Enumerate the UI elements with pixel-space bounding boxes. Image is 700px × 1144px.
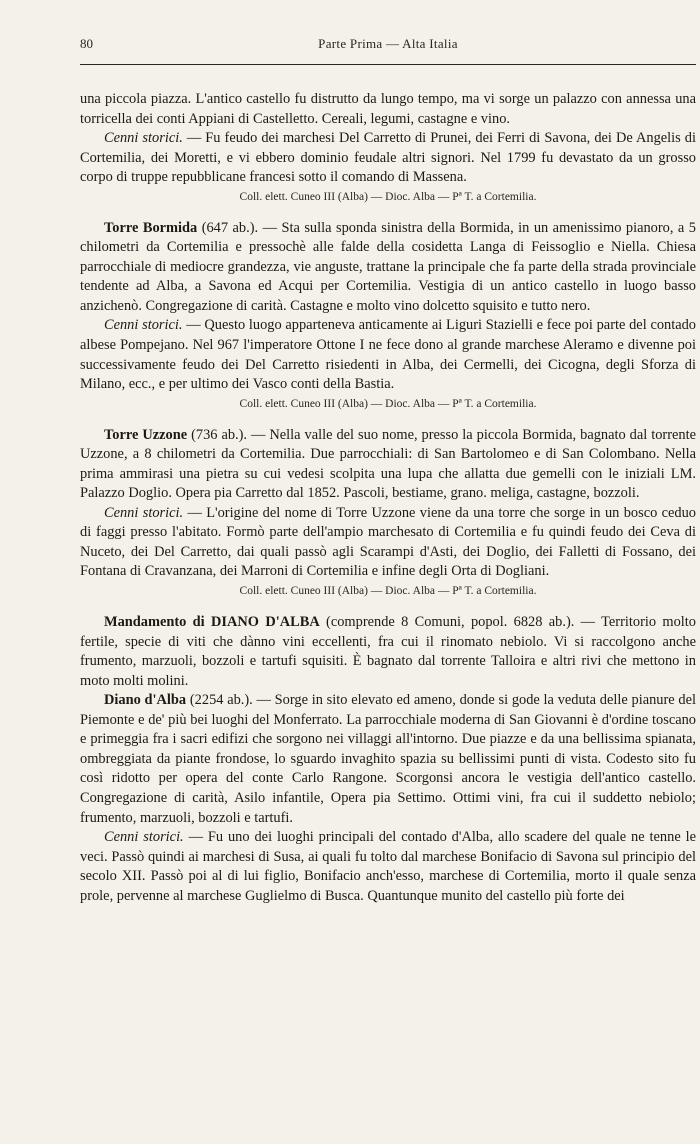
- historical-notes: [80, 129, 696, 188]
- historical-notes-text: — Fu uno dei luoghi principali del contado d'Alba, allo scadere del quale ne tenne le veci. Passò quindi ai marchesi di Susa, ai quali fu tolto dal marchese Bonifacio di Savona sul principio del secolo XII. Passò poi al di lui figlio, Bonifacio anch'esso, marchese di Cortemilia, morto il quale senza prole, pervenne al marchese Guglielmo di Busca. Quantunque munito del castello più forte dei: [80, 829, 696, 904]
- historical-notes: [80, 828, 696, 906]
- entry-continuation-text: una piccola piazza. L'antico castello fu distrutto da lungo tempo, ma vi sorge un palazzo con annessa una torricella dei conti Appiani di Castelletto. Cereali, legumi, castagne e vino.: [80, 91, 696, 127]
- historical-notes-label: Cenni storici.: [104, 504, 184, 521]
- mandamento-description: (comprende 8 Comuni, popol. 6828 ab.). — Territorio molto fertile, specie di viti che dànno vini eccellenti, fra cui il rinomato nebiolo. Vi si raccolgono anche frumento, marzuoli, bozzoli e tartufi squisiti. È bagnato dal torrente Talloira e altri rivi che mettono in moto molti molini.: [80, 614, 696, 689]
- entry-description: (2254 ab.). — Sorge in sito elevato ed ameno, donde si gode la veduta delle pianure del Piemonte e de' più bei luoghi del Monferrato. La parrocchiale moderna di San Giovanni è d'ordine toscano e primeggia fra i sacri edifizi che sorgono nei villaggi all'intorno. Due piazze e da una bellissima spianata, ombreggiata da piante frondose, lo sguardo invaghito spazia su bellissimi punti di vista. Codesto sito fu così ridotto per opera del conte Carlo Rangone. Scorgonsi ancora le vestigia dell'antico castello. Congregazione di carità, Asilo infantile, Opera pia Settimo. Ottimi vini, fra cui il suddetto nebiolo; frumento, marzuoli, bozzoli e tartufi.: [80, 692, 697, 826]
- page-header: [80, 36, 696, 56]
- entry-paragraph: [80, 691, 696, 828]
- entry-paragraph: [80, 219, 696, 317]
- electoral-info-line: Coll. elett. Cuneo III (Alba) — Dioc. Alba — Pª T. a Cortemilia.: [239, 585, 537, 598]
- electoral-info-line: Coll. elett. Cuneo III (Alba) — Dioc. Alba — Pª T. a Cortemilia.: [239, 397, 537, 410]
- entry-description: (736 ab.). — Nella valle del suo nome, presso la piccola Bormida, bagnato dal torrente Uzzone, a 8 chilometri da Cortemilia. Due parrocchiali: di San Bartolomeo e di San Colombano. Nella prima ammirasi una pietra su cui vedesi scolpita una lupa che allatta due gemelli con le iniziali LM. Palazzo Doglio. Opera pia Carretto dal 1852. Pascoli, bestiame, grano. meliga, castagne, bozzoli.: [80, 426, 696, 502]
- electoral-info-line: Coll. elett. Cuneo III (Alba) — Dioc. Alba — Pª T. a Cortemilia.: [239, 190, 537, 203]
- historical-notes-label: Cenni storici.: [104, 829, 184, 846]
- entry-title: Diano d'Alba: [104, 692, 187, 709]
- historical-notes: [80, 504, 696, 582]
- historical-notes-label: Cenni storici.: [104, 317, 183, 334]
- entry-title: Torre Bormida: [104, 219, 198, 236]
- mandamento-name: DIANO D'ALBA: [211, 614, 320, 631]
- page-body: [80, 90, 696, 906]
- historical-notes-text: — Fu feudo dei marchesi Del Carretto di Prunei, dei Ferri di Savona, dei De Angelis di Cortemilia, dei Moretti, e vi ebbero dominio feudale altri signori. Nel 1799 fu devastato da un grosso corpo di truppe repubblicane francesi sotto il comando di Massena.: [80, 130, 696, 186]
- historical-notes-text: — L'origine del nome di Torre Uzzone viene da una torre che sorge in un bosco ceduo di faggi presso l'abitato. Formò parte dell'ampio marchesato di Cortemilia e fu quindi feudo dei Ceva di Nuceto, dei Del Carretto, dai quali passò agli Scarampi d'Asti, dei Doglio, dei Falletti di Fossano, dei Fontana di Cravanzana, dei Marroni di Cortemilia e infine degli Orta di Dogliani.: [80, 504, 696, 580]
- mandamento-label: Mandamento di: [104, 614, 205, 631]
- entry-paragraph: [80, 426, 696, 504]
- running-title: Parte Prima — Alta Italia: [318, 36, 458, 51]
- mandamento-paragraph: [80, 613, 696, 691]
- historical-notes-text: — Questo luogo apparteneva anticamente ai Liguri Stazielli e fece poi parte del contado albese Pompejano. Nel 967 l'imperatore Ottone I ne fece dono al grande marchese Aleramo e divenne poi successivamente feudo dei Del Carretto risiedenti in Alba, dei Cermelli, dei Cicogna, degli Sforza di Milano, ecc., e per ultimo dei Vasco conti della Bastia.: [80, 317, 696, 393]
- entry-description: (647 ab.). — Sta sulla sponda sinistra della Bormida, in un amenissimo pianoro, a 5 chilometri da Cortemilia e pressochè alle falde della cosidetta Langa di Feissoglio e Niella. Chiesa parrocchiale di mediocre grandezza, vie anguste, trattane la principale che fa parte della strada provinciale tendente ad Alba, a Savona ed Acqui per Cortemilia. Vestigia di un antico castello in luogo basso anzichenò. Congregazione di carità. Castagne e molto vino dolcetto squisito e tutto nero.: [80, 219, 696, 314]
- header-rule: [80, 64, 696, 65]
- historical-notes-label: Cenni storici.: [104, 130, 183, 147]
- entry-title: Torre Uzzone: [104, 426, 188, 443]
- page-number: 80: [80, 36, 93, 51]
- historical-notes: [80, 316, 696, 394]
